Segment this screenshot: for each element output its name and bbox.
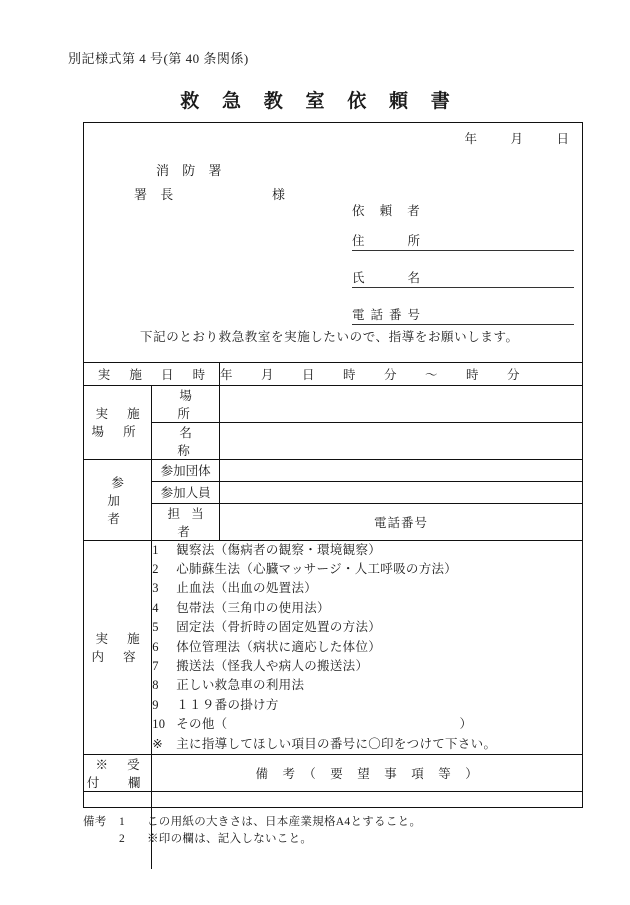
content-item-number: 7 bbox=[152, 658, 159, 673]
place-name-input[interactable] bbox=[220, 422, 583, 459]
footer-note-row bbox=[83, 831, 421, 848]
place-label: 実 施 場 所 bbox=[84, 385, 152, 459]
list-item[interactable] bbox=[152, 541, 582, 560]
letter-block bbox=[84, 123, 582, 363]
addressee-department: 消 防 署 bbox=[156, 163, 227, 178]
footer-label: 備考 bbox=[83, 816, 107, 828]
content-item-text: 正しい救急車の利用法 bbox=[176, 678, 305, 693]
name-field[interactable] bbox=[352, 268, 574, 288]
footer-note-text: ※印の欄は、記入しないこと。 bbox=[147, 833, 313, 845]
content-item-number: 6 bbox=[152, 639, 159, 654]
content-label: 実 施 内 容 bbox=[84, 540, 152, 754]
remarks-label: 備 考 （ 要 望 事 項 等 ） bbox=[152, 754, 582, 791]
content-item-number: 5 bbox=[152, 620, 159, 635]
content-other-prefix: その他（ bbox=[176, 717, 228, 732]
note-text: 主に指導してほしい項目の番号に〇印をつけて下さい。 bbox=[176, 736, 497, 751]
list-item[interactable] bbox=[152, 579, 582, 598]
reception-label: ※ 受 付 欄 bbox=[84, 754, 152, 791]
datetime-value-cell[interactable] bbox=[220, 363, 583, 385]
date-line bbox=[464, 129, 570, 147]
dt-minute2: 分 bbox=[507, 367, 521, 382]
table-row-participant-person bbox=[84, 503, 582, 540]
list-item[interactable] bbox=[152, 638, 582, 657]
content-item-number: 9 bbox=[152, 697, 159, 712]
address-label: 住 所 bbox=[352, 234, 427, 248]
participant-group-input[interactable] bbox=[220, 459, 583, 481]
content-item-number: 1 bbox=[152, 542, 159, 557]
addressee-honorific: 様 bbox=[272, 187, 286, 202]
list-item[interactable] bbox=[152, 618, 582, 637]
place-location-input[interactable] bbox=[220, 385, 583, 422]
content-item-number: 3 bbox=[152, 581, 159, 596]
table-row-participant-group bbox=[84, 459, 582, 481]
list-item-other[interactable] bbox=[152, 715, 582, 734]
list-item[interactable] bbox=[152, 696, 582, 715]
content-item-number: 2 bbox=[152, 561, 159, 576]
content-note bbox=[152, 735, 582, 754]
date-year: 年 bbox=[464, 132, 478, 146]
dt-minute: 分 bbox=[384, 367, 398, 382]
footer-note-number: 1 bbox=[119, 816, 126, 828]
dt-day: 日 bbox=[302, 367, 316, 382]
participants-sublabel-group: 参加団体 bbox=[152, 459, 220, 481]
participants-sublabel-count: 参加人員 bbox=[152, 481, 220, 503]
place-sublabel-name: 名 称 bbox=[152, 422, 220, 459]
list-item[interactable] bbox=[152, 599, 582, 618]
requester-label: 依 頼 者 bbox=[352, 204, 426, 218]
content-item-number: 10 bbox=[152, 717, 166, 732]
table-row-datetime bbox=[84, 363, 582, 385]
content-item-text: 包帯法（三角巾の使用法） bbox=[176, 600, 330, 615]
content-item-text: 体位管理法（病状に適応した体位） bbox=[176, 639, 382, 654]
datetime-label: 実 施 日 時 bbox=[84, 363, 220, 385]
table-row-place-name bbox=[84, 422, 582, 459]
dt-year: 年 bbox=[220, 367, 234, 382]
content-item-text: 観察法（傷病者の観察・環境観察） bbox=[176, 542, 382, 557]
form-table bbox=[84, 363, 582, 869]
list-item[interactable] bbox=[152, 560, 582, 579]
dt-month: 月 bbox=[261, 367, 275, 382]
date-month: 月 bbox=[510, 132, 524, 146]
place-sublabel-location: 場 所 bbox=[152, 385, 220, 422]
telephone-field[interactable] bbox=[352, 305, 574, 325]
footer-note-number: 2 bbox=[119, 833, 126, 845]
content-item-text: １１９番の掛け方 bbox=[176, 697, 279, 712]
footer-notes bbox=[83, 814, 421, 848]
participant-telephone-label[interactable]: 電話番号 bbox=[220, 503, 583, 540]
participant-count-input[interactable] bbox=[220, 481, 583, 503]
table-row-reception-header bbox=[84, 754, 582, 791]
telephone-label: 電話番号 bbox=[352, 308, 427, 322]
addressee-chief: 署 長 bbox=[134, 187, 179, 202]
document-title: 救 急 教 室 依 頼 書 bbox=[180, 91, 459, 112]
address-field[interactable] bbox=[352, 231, 574, 251]
list-item[interactable] bbox=[152, 676, 582, 695]
participants-sublabel-person: 担 当 者 bbox=[152, 503, 220, 540]
footer-note-text: この用紙の大きさは、日本産業規格A4とすること。 bbox=[147, 816, 422, 828]
form-number: 別記様式第 4 号(第 40 条関係) bbox=[68, 51, 249, 66]
date-day: 日 bbox=[556, 132, 570, 146]
table-row-content bbox=[84, 540, 582, 754]
participants-label: 参 加 者 bbox=[84, 459, 152, 540]
content-item-text: 心肺蘇生法（心臓マッサージ・人工呼吸の方法） bbox=[176, 561, 458, 576]
table-row-place-location bbox=[84, 385, 582, 422]
content-item-number: 8 bbox=[152, 678, 159, 693]
note-mark: ※ bbox=[152, 736, 164, 751]
dt-tilde: ～ bbox=[425, 367, 439, 382]
content-list-cell bbox=[152, 540, 582, 754]
dt-hour: 時 bbox=[343, 367, 357, 382]
dt-hour2: 時 bbox=[466, 367, 480, 382]
content-item-text: 止血法（出血の処置法） bbox=[176, 581, 318, 596]
name-label: 氏 名 bbox=[352, 271, 427, 285]
content-other-suffix: ） bbox=[459, 717, 473, 732]
content-item-text: 搬送法（怪我人や病人の搬送法） bbox=[176, 658, 369, 673]
form-frame bbox=[83, 122, 583, 808]
content-item-number: 4 bbox=[152, 600, 159, 615]
content-item-text: 固定法（骨折時の固定処置の方法） bbox=[176, 620, 382, 635]
footer-note-row bbox=[83, 814, 421, 831]
list-item[interactable] bbox=[152, 657, 582, 676]
request-sentence: 下記のとおり救急教室を実施したいので、指導をお願いします。 bbox=[140, 330, 519, 344]
